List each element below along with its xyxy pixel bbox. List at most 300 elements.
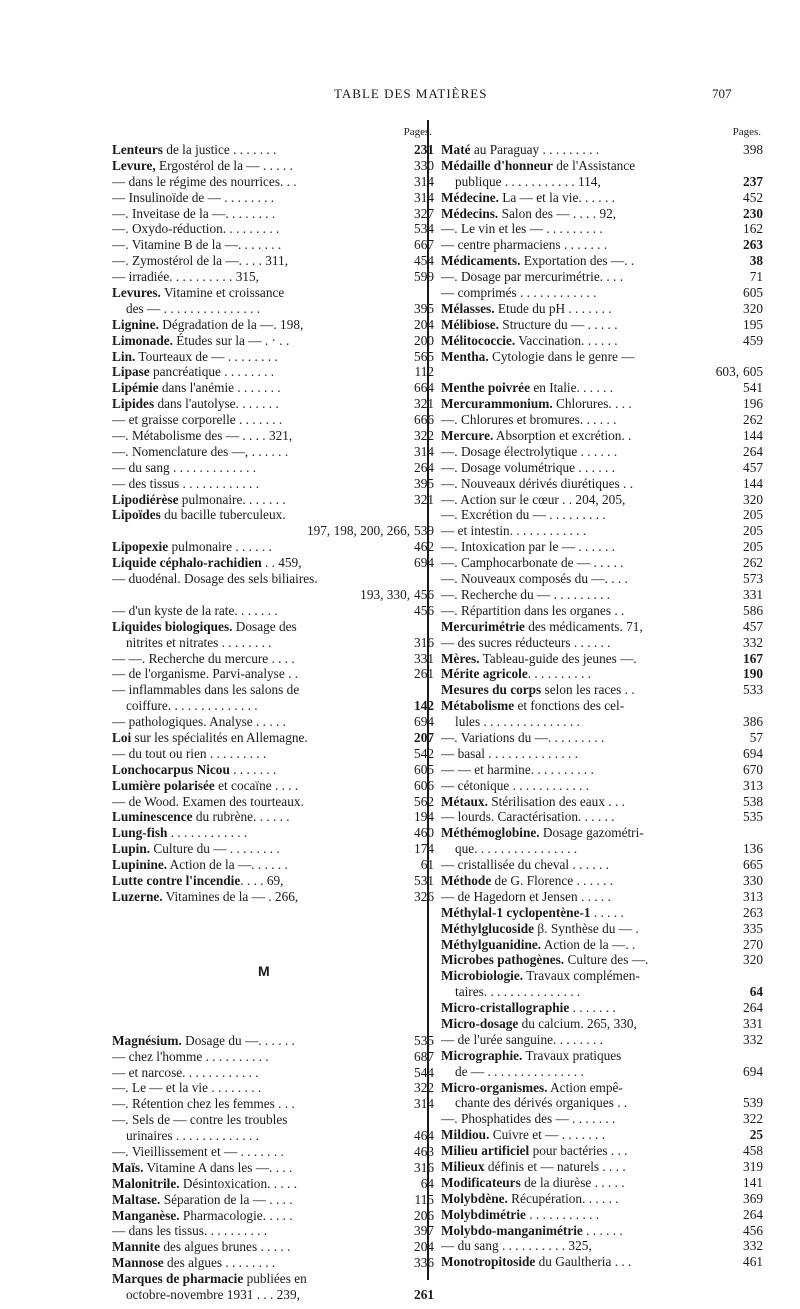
entry-text: — comprimés . . . . . . . . . . . . (441, 285, 597, 301)
entry-page: 665 (743, 857, 763, 873)
entry-page: 533 (743, 682, 763, 698)
entry-term (112, 873, 410, 889)
index-entry (441, 698, 763, 714)
entry-text: —. Dosage électrolytique . . . . . . (441, 443, 618, 459)
entry-term (441, 825, 763, 841)
entry-text: pancréatique . . . . . . . . (149, 364, 275, 380)
entry-term (441, 507, 739, 523)
entry-term (441, 857, 739, 873)
entry-text: β. Synthèse du — . (534, 920, 639, 936)
entry-term (112, 333, 410, 349)
entry-page: 261 (414, 666, 434, 682)
index-entry (441, 460, 763, 476)
entry-keyword: Microbes pathogènes. (441, 952, 565, 968)
index-entry (112, 809, 434, 825)
entry-keyword: Lonchocarpus Nicou (112, 761, 230, 777)
entry-page: 461 (743, 1254, 763, 1270)
entry-term (441, 889, 739, 905)
index-entry (441, 1191, 763, 1207)
index-entry (112, 444, 434, 460)
entry-text: —. Intoxication par le — . . . . . . (441, 539, 615, 555)
entry-page: 539 (414, 523, 434, 539)
entry-term (455, 714, 739, 730)
entry-text: nitrites et nitrates . . . . . . . . (126, 634, 272, 650)
entry-term (441, 587, 739, 603)
entry-text: — irradiée. . . . . . . . . . 315, (112, 269, 259, 285)
entry-term (455, 174, 739, 190)
entry-page: 395 (414, 300, 434, 316)
entry-page: 332 (743, 634, 763, 650)
entry-page: 369 (743, 1190, 763, 1206)
entry-text: que. . . . . . . . . . . . . . . . (455, 841, 578, 857)
entry-term (126, 635, 410, 651)
entry-page: 263 (743, 904, 763, 920)
entry-text: Action de la —. . . . . . (167, 857, 288, 873)
entry-page: 195 (743, 316, 763, 332)
entry-text: — des sucres réducteurs . . . . . . (441, 634, 611, 650)
entry-page: 535 (414, 1032, 434, 1048)
index-entry (441, 682, 763, 698)
index-entry (441, 746, 763, 762)
index-entry (112, 1112, 434, 1128)
index-entry (441, 794, 763, 810)
index-entry (441, 873, 763, 889)
index-entry (441, 905, 763, 921)
entry-keyword: Molybdo-manganimétrie (441, 1222, 583, 1238)
entry-text: publique . . . . . . . . . . . 114, (455, 173, 601, 189)
entry-text: et fonctions des cel- (514, 698, 625, 714)
entry-term (112, 1239, 410, 1255)
index-entry (112, 825, 434, 841)
entry-page: 314 (414, 173, 434, 189)
index-entry (112, 380, 434, 396)
index-entry (441, 1175, 763, 1191)
entry-text: 603, (715, 364, 740, 380)
entry-text: Dosage gazométri- (539, 825, 644, 841)
entry-page: 670 (743, 761, 763, 777)
entry-term (441, 523, 739, 539)
entry-term (112, 1223, 410, 1239)
entry-text: — des tissus . . . . . . . . . . . . (112, 475, 260, 491)
index-entry (441, 428, 763, 444)
entry-keyword: Levures. (112, 285, 161, 301)
entry-term (441, 730, 746, 746)
entry-term (441, 380, 739, 396)
index-entry (441, 317, 763, 333)
index-entry (112, 523, 434, 539)
entry-text: des algues brunes . . . . . (160, 1239, 291, 1255)
index-entry (112, 492, 434, 508)
entry-term (441, 1143, 739, 1159)
index-entry (441, 666, 763, 682)
entry-page: 206 (414, 1207, 434, 1223)
entry-text: Absorption et excrétion. . (493, 428, 632, 444)
entry-text: — centre pharmaciens . . . . . . . (441, 237, 608, 253)
index-entry (112, 619, 434, 635)
index-entry (441, 1238, 763, 1254)
index-entry (112, 1128, 434, 1144)
entry-text: —. Variations du —. . . . . . . . . (441, 729, 605, 745)
entry-page: 316 (414, 1159, 434, 1175)
entry-term (441, 1127, 746, 1143)
entry-keyword: Marques de pharmacie (112, 1271, 244, 1287)
index-entry (441, 809, 763, 825)
index-entry (112, 333, 434, 349)
index-entry (112, 714, 434, 730)
entry-term (441, 698, 763, 714)
entry-keyword: Maté (441, 142, 471, 157)
right-column (441, 126, 763, 1270)
entry-text: Dégradation de la —. 198, (158, 316, 304, 332)
entry-page: 141 (743, 1174, 763, 1190)
entry-page: 167 (743, 650, 763, 666)
entry-keyword: Lung-fish (112, 825, 168, 841)
entry-term (441, 190, 739, 206)
entry-keyword: Lupinine. (112, 857, 168, 873)
entry-page: 322 (414, 428, 434, 444)
entry-text: — de l'organisme. Parvi-analyse . . (112, 666, 299, 682)
entry-text: —. Répartition dans les organes . . (441, 602, 625, 618)
entry-keyword: Milieu artificiel (441, 1143, 530, 1159)
entry-page: 314 (414, 189, 434, 205)
entry-keyword: Médaille d'honneur (441, 157, 553, 173)
index-entry (441, 714, 763, 730)
entry-term (112, 285, 434, 301)
entry-page: 694 (743, 1063, 763, 1079)
index-entry (112, 269, 434, 285)
entry-term (112, 1208, 410, 1224)
entry-page: 331 (743, 586, 763, 602)
entry-page: 313 (743, 777, 763, 793)
entry-text: —. Sels de — contre les troubles (112, 1112, 288, 1128)
entry-text: — —. Recherche du mercure . . . . (112, 650, 295, 666)
section-letter: M (258, 962, 270, 979)
entry-text: — pathologiques. Analyse . . . . . (112, 714, 286, 730)
entry-text: —. Le — et la vie . . . . . . . . (112, 1080, 262, 1096)
entry-term (112, 857, 417, 873)
entry-keyword: Lipase (112, 364, 150, 380)
entry-text: Salon des — . . . . 92, (498, 205, 617, 221)
entry-keyword: Malonitrile. (112, 1175, 180, 1191)
entry-term (112, 317, 410, 333)
entry-term (441, 142, 739, 158)
entry-text: —. Dosage volumétrique . . . . . . (441, 459, 615, 475)
entry-keyword: Mercurimétrie (441, 618, 525, 634)
entry-term (441, 412, 739, 428)
entry-text: —. Recherche du — . . . . . . . . . (441, 586, 611, 602)
entry-term (441, 1032, 739, 1048)
pages-column-label: Pages. (403, 126, 432, 138)
index-entry (112, 1049, 434, 1065)
entry-text: Pharmacologie. . . . . (179, 1207, 293, 1223)
entry-term (441, 921, 739, 937)
index-entry (112, 1096, 434, 1112)
entry-text: Ergostérol de la — . . . . . (155, 157, 293, 173)
entry-page: 205 (743, 523, 763, 539)
entry-term (112, 651, 410, 667)
index-entry (112, 1223, 434, 1239)
index-entry (441, 778, 763, 794)
entry-page: 136 (743, 841, 763, 857)
entry-text: Culture du — . . . . . . . . (150, 841, 280, 857)
entry-page: 64 (420, 1175, 434, 1191)
index-entry (112, 460, 434, 476)
entry-text: octobre-novembre 1931 . . . 239, (126, 1287, 300, 1302)
index-entry (112, 301, 434, 317)
entry-term (441, 206, 739, 222)
entry-term (112, 269, 410, 285)
entry-term (441, 253, 746, 269)
index-entry (112, 142, 434, 158)
entry-text: publiées en (243, 1271, 307, 1287)
index-entry (441, 555, 763, 571)
entry-text: Exportation des —. . (520, 253, 635, 269)
entry-term (441, 651, 739, 667)
entry-text: . . . . . . . . . . . (525, 1206, 600, 1222)
entry-page: 694 (414, 555, 434, 571)
entry-text: Dosage du —. . . . . . (181, 1032, 295, 1048)
entry-text: — lourds. Caractérisation. . . . . . (441, 809, 615, 825)
entry-keyword: Molybdimétrie (441, 1206, 526, 1222)
entry-term (112, 794, 410, 810)
index-entry (441, 968, 763, 984)
entry-text: . . . . . . . (569, 1000, 616, 1016)
entry-text: Vitamine et croissance (160, 285, 285, 301)
entry-text: . . . . . . (582, 1222, 623, 1238)
entry-text: en Italie. . . . . . (530, 380, 614, 396)
entry-term (112, 1065, 410, 1081)
entry-text: — du tout ou rien . . . . . . . . . (112, 745, 267, 761)
entry-keyword: Luminescence (112, 809, 193, 825)
entry-term (441, 571, 739, 587)
index-entry (441, 857, 763, 873)
entry-term (441, 333, 739, 349)
entry-term (112, 539, 410, 555)
entry-keyword: Méthode (441, 872, 492, 888)
entry-text: des algues . . . . . . . . (163, 1255, 276, 1271)
entry-page: 320 (743, 491, 763, 507)
entry-term (716, 364, 739, 380)
index-entry (112, 539, 434, 555)
entry-page: 314 (414, 443, 434, 459)
index-entry (112, 1271, 434, 1287)
entry-term (441, 1000, 739, 1016)
entry-text: 193, 330, (360, 586, 411, 602)
entry-page: 397 (414, 1223, 434, 1239)
entry-term (441, 1207, 739, 1223)
index-entry (112, 507, 434, 523)
index-entry (112, 746, 434, 762)
entry-term (441, 1238, 739, 1254)
entry-page: 322 (414, 1080, 434, 1096)
index-entry (112, 571, 434, 587)
entry-term (112, 1176, 417, 1192)
entry-term (112, 619, 434, 635)
entry-text: — chez l'homme . . . . . . . . . . (112, 1048, 269, 1064)
entry-keyword: Lupin. (112, 841, 151, 857)
left-m-entries (112, 1033, 434, 1303)
index-entry (441, 1016, 763, 1032)
entry-text: lules . . . . . . . . . . . . . . . (455, 714, 580, 730)
entry-keyword: Milieux (441, 1159, 485, 1174)
entry-keyword: Méthylglucoside (441, 920, 535, 936)
entry-page: 538 (743, 793, 763, 809)
index-entry (112, 651, 434, 667)
index-entry (441, 1000, 763, 1016)
entry-term (441, 619, 739, 635)
entry-page: 605 (414, 761, 434, 777)
entry-term (112, 1144, 410, 1160)
entry-text: . . . . . (590, 904, 624, 920)
entry-text: Action de la —. . (541, 936, 636, 952)
entry-text: du bacille tuberculeux. (160, 507, 286, 523)
entry-term (441, 952, 739, 968)
entry-page: 314 (414, 1096, 434, 1112)
entry-term (455, 1064, 739, 1080)
entry-term (112, 190, 410, 206)
entry-term (441, 762, 739, 778)
entry-text: Cytologie dans le genre — (488, 348, 635, 364)
entry-text: Culture des —. (564, 952, 649, 968)
entry-term (441, 428, 739, 444)
entry-page: 194 (414, 809, 434, 825)
entry-page: 327 (414, 205, 434, 221)
entry-keyword: Méthylguanidine. (441, 936, 542, 952)
entry-term (112, 206, 410, 222)
entry-page: 112 (414, 364, 434, 380)
entry-keyword: Microbiologie. (441, 968, 524, 984)
entry-term (112, 380, 410, 396)
entry-term (441, 396, 739, 412)
left-entries (112, 142, 434, 905)
entry-keyword: Lipodiérèse (112, 491, 179, 507)
entry-page: 207 (414, 729, 434, 745)
entry-text: — dans les tissus. . . . . . . . . . (112, 1223, 268, 1239)
entry-text: —. Inveitase de la —. . . . . . . . (112, 205, 276, 221)
entry-term (112, 444, 410, 460)
entry-page: 458 (743, 1143, 763, 1159)
entry-page: 335 (743, 920, 763, 936)
entry-term (112, 1033, 410, 1049)
entry-text: — du sang . . . . . . . . . . 325, (441, 1238, 592, 1254)
entry-term (441, 666, 739, 682)
entry-page: 460 (414, 825, 434, 841)
entry-term (112, 1160, 410, 1176)
entry-text: Tableau-guide des jeunes —. (479, 650, 637, 666)
entry-term (441, 1080, 763, 1096)
entry-page: 456 (414, 586, 434, 602)
entry-text: La — et la vie. . . . . . (498, 189, 615, 205)
entry-term (112, 1271, 434, 1287)
entry-page: 336 (414, 1255, 434, 1271)
index-entry (112, 1144, 434, 1160)
entry-text: sur les spécialités en Allemagne. (131, 729, 308, 745)
running-title: TABLE DES MATIÈRES (334, 86, 488, 101)
entry-text: —. Vitamine B de la —. . . . . . . (112, 237, 282, 253)
index-entry (441, 380, 763, 396)
entry-text: —. Zymostérol de la —. . . . 311, (112, 253, 289, 269)
entry-text: —. Nomenclature des —, . . . . . . (112, 443, 289, 459)
entry-text: Travaux complémen- (523, 968, 640, 984)
entry-text: Etude du pH . . . . . . . (494, 300, 612, 316)
entry-keyword: Menthe poivrée (441, 380, 530, 396)
entry-keyword: Lin. (112, 348, 136, 364)
entry-page: 541 (743, 380, 763, 396)
entry-text: —. Rétention chez les femmes . . . (112, 1096, 295, 1112)
entry-term (441, 444, 739, 460)
entry-page: 542 (414, 745, 434, 761)
entry-keyword: Micro-dosage (441, 1015, 519, 1031)
entry-term (441, 460, 739, 476)
entry-text: de la justice . . . . . . . (162, 142, 277, 157)
entry-term (441, 1191, 739, 1207)
entry-term (441, 1159, 739, 1175)
index-entry (112, 873, 434, 889)
entry-term (455, 841, 739, 857)
entry-page: 565 (414, 348, 434, 364)
index-entry (441, 651, 763, 667)
index-entry (112, 778, 434, 794)
entry-keyword: Mérite agricole (441, 666, 528, 682)
entry-page: 531 (414, 872, 434, 888)
index-entry (112, 221, 434, 237)
entry-keyword: Liquide céphalo-rachidien (112, 555, 262, 571)
entry-text: Récupération. . . . . . (507, 1190, 619, 1206)
entry-term (112, 1112, 434, 1128)
entry-keyword: Modificateurs (441, 1174, 521, 1190)
entry-text: . . . . . . . . . . (527, 666, 591, 682)
entry-term (112, 571, 434, 587)
index-entry (441, 937, 763, 953)
entry-page: 694 (743, 745, 763, 761)
entry-text: — et intestin. . . . . . . . . . . . (441, 523, 587, 539)
entry-page: 231 (414, 142, 434, 157)
entry-keyword: Luzerne. (112, 888, 163, 904)
entry-page: 71 (749, 269, 763, 285)
entry-term (441, 317, 739, 333)
entry-text: —. Nouveaux dérivés diurétiques . . (441, 475, 634, 491)
entry-term (441, 746, 739, 762)
index-entry (441, 889, 763, 905)
entry-page: 539 (743, 1095, 763, 1111)
index-entry (112, 587, 434, 603)
entry-term (112, 746, 410, 762)
entry-page: 398 (743, 142, 763, 157)
entry-text: Séparation de la — . . . . (160, 1191, 293, 1207)
entry-text: —. Nouveaux composés du —. . . . (441, 571, 628, 587)
index-entry (112, 190, 434, 206)
entry-page: 456 (414, 602, 434, 618)
entry-text: de — . . . . . . . . . . . . . . . (455, 1063, 584, 1079)
index-entry (441, 476, 763, 492)
entry-page: 264 (743, 443, 763, 459)
entry-keyword: Lipémie (112, 380, 159, 396)
entry-page: 330 (743, 872, 763, 888)
index-entry (441, 349, 763, 365)
entry-page: 606 (414, 777, 434, 793)
entry-term (441, 1254, 739, 1270)
entry-text: du rubrène. . . . . . (192, 809, 290, 825)
index-entry (441, 190, 763, 206)
entry-text: Stérilisation des eaux . . . (487, 793, 625, 809)
entry-term (112, 841, 410, 857)
entry-term (441, 809, 739, 825)
entry-text: définis et — naturels . . . . (484, 1159, 626, 1174)
entry-term (112, 1192, 411, 1208)
entry-term (112, 221, 410, 237)
entry-text: —. Camphocarbonate de — . . . . . (441, 555, 624, 571)
entry-page: 331 (414, 650, 434, 666)
